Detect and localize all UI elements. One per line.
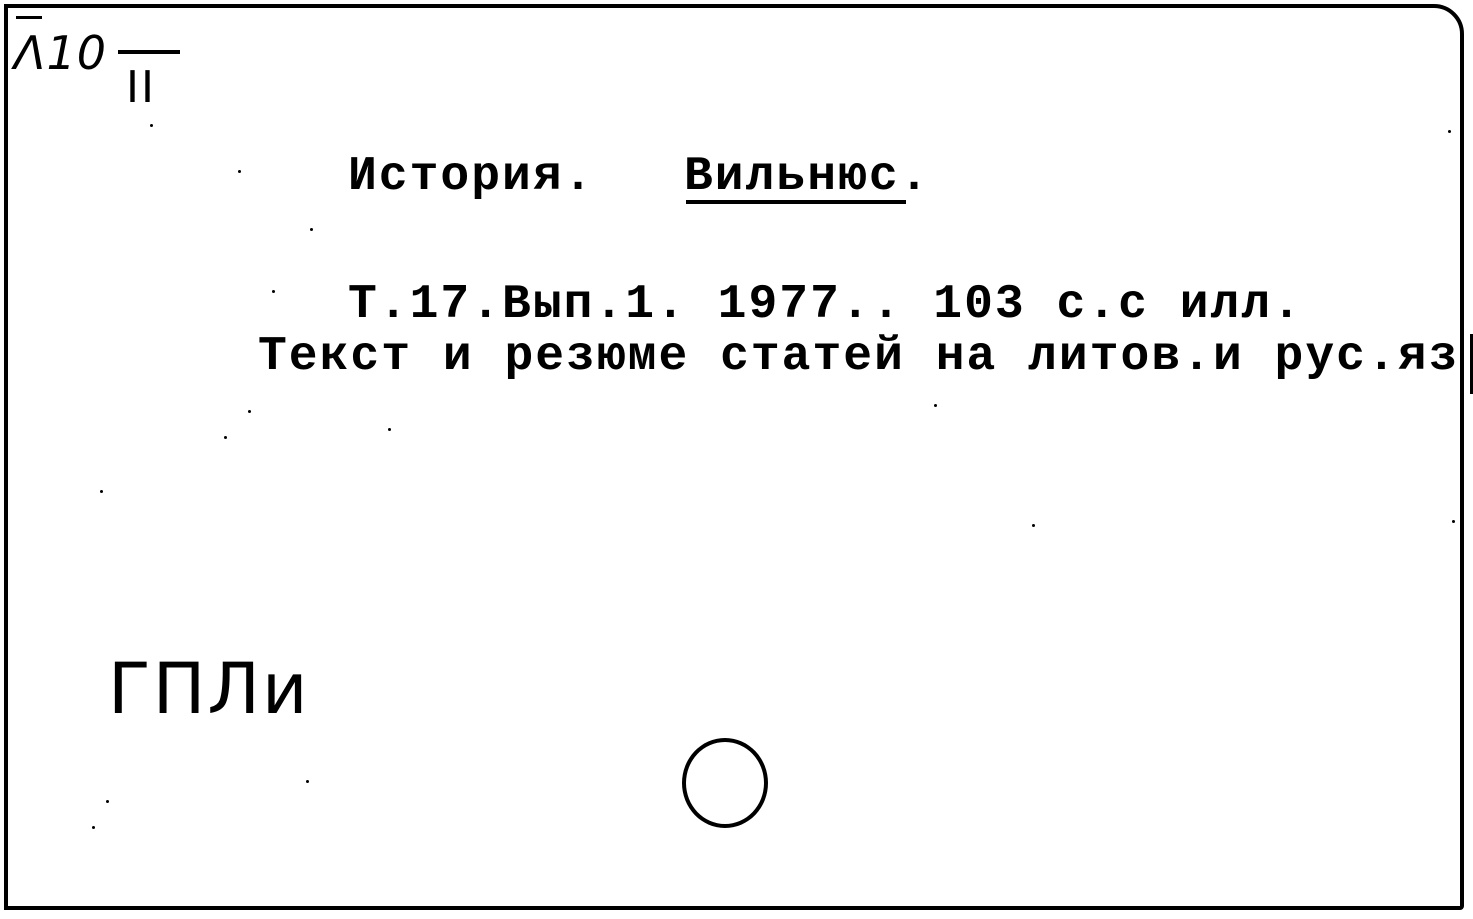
volume-line: Т.17.Вып.1. 1977.. 103 с.с илл. [348,278,1303,332]
speck [248,410,251,413]
speck [238,170,241,173]
shelfmark-bottom: II [126,62,156,113]
heading-place-underline [686,200,906,204]
speck [1448,130,1451,133]
heading-place: Вильнюс. [684,150,931,204]
speck [934,404,937,407]
handwritten-mark: ГПЛи [108,648,310,730]
speck [272,290,275,293]
shelfmark-top: Λ10 [14,26,108,80]
speck [310,228,313,231]
speck [388,428,391,431]
shelfmark-divider [118,50,180,54]
speck [150,124,153,127]
speck [92,826,95,829]
speck [306,780,309,783]
speck [224,436,227,439]
speck [1452,520,1455,523]
circle-stamp [682,738,768,828]
heading-subject: История. [348,150,595,204]
speck [1032,524,1035,527]
speck [100,490,103,493]
text-note-line: Текст и резюме статей на литов.и рус.яз [258,330,1460,384]
speck [106,800,109,803]
